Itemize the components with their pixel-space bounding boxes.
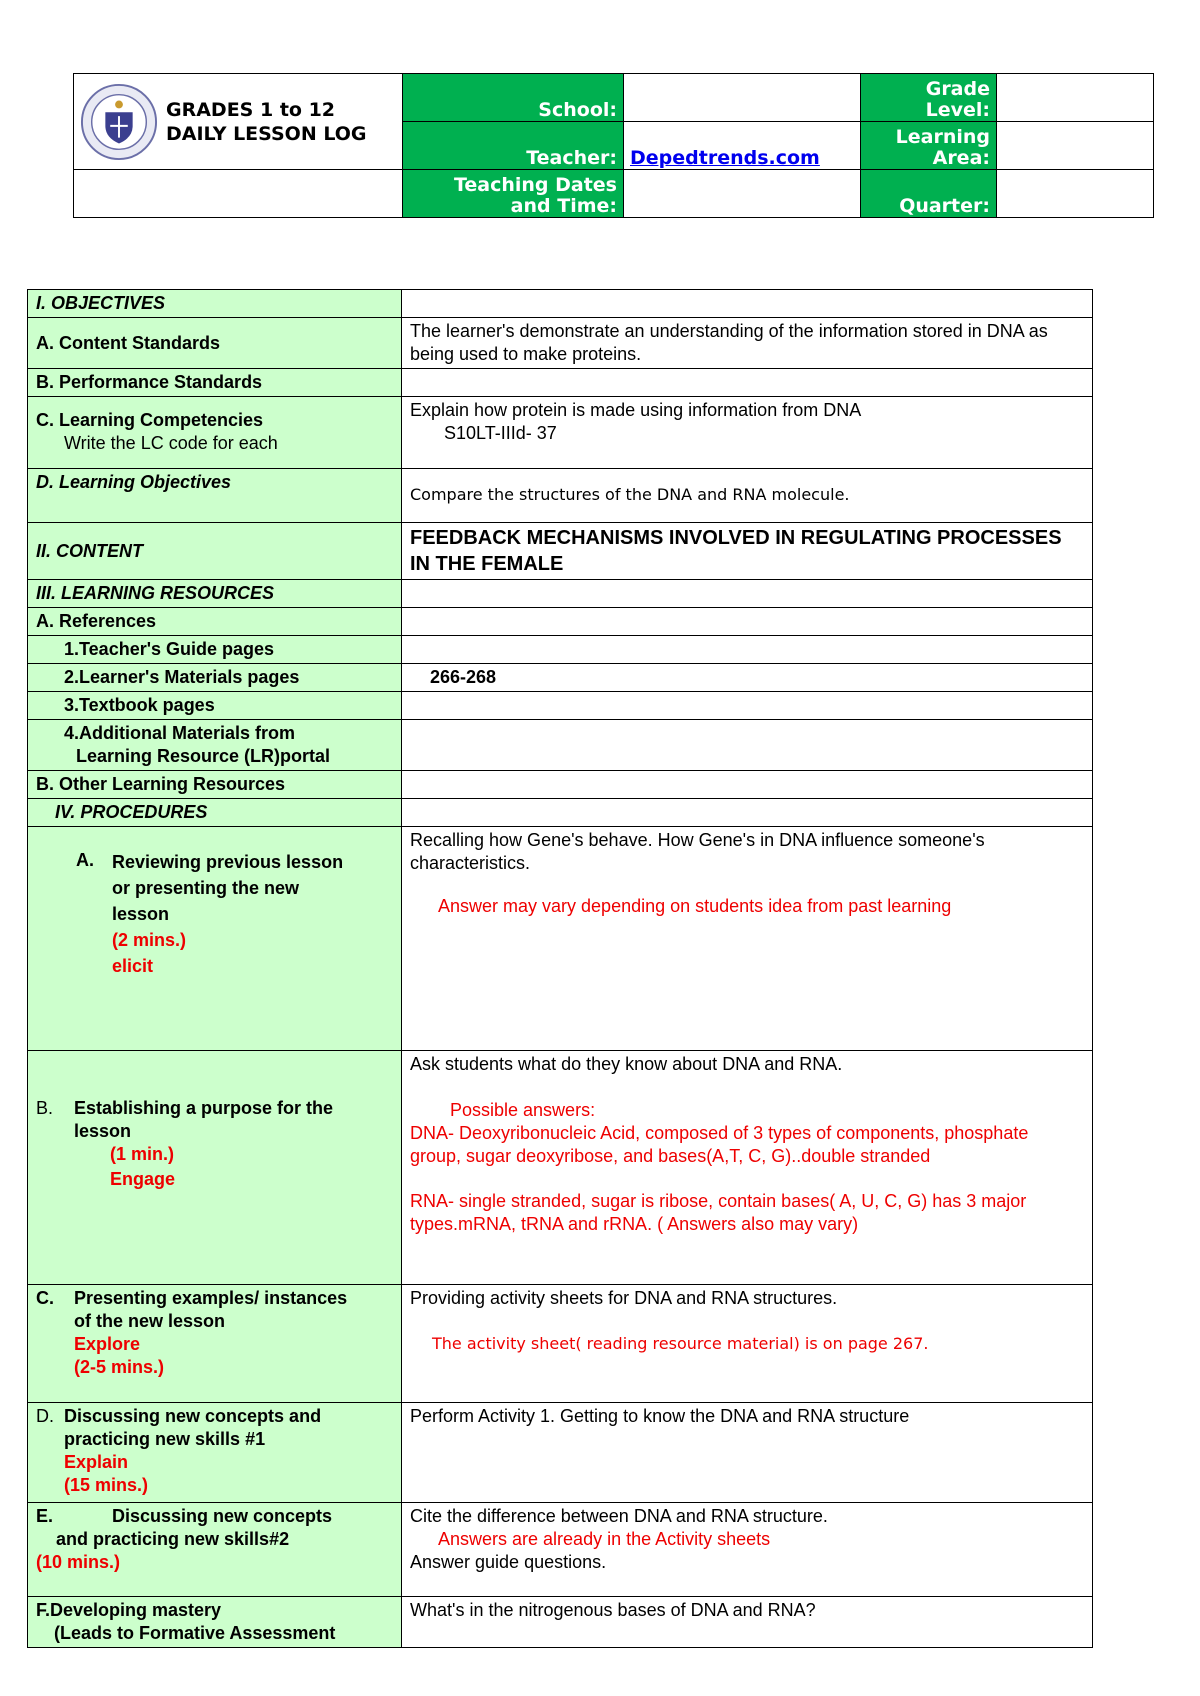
procedure-f-line1: F.Developing mastery [36, 1600, 222, 1620]
additional-materials-label [28, 720, 402, 771]
procedures-value [402, 799, 1093, 827]
procedure-c-label [28, 1285, 402, 1403]
teaching-dates-label [403, 170, 624, 218]
procedure-e-label [28, 1503, 402, 1597]
teacher-value [624, 122, 861, 170]
deped-seal-icon [80, 83, 158, 161]
procedure-a-phase: elicit [112, 956, 154, 976]
procedure-f-label [28, 1597, 402, 1648]
learners-materials-label: 2.Learner's Materials pages [28, 664, 402, 692]
procedure-b-rna-answer: RNA- single stranded, sugar is ribose, contain bases( A, U, C, G) has 3 major types.mRNA, tRNA and rRNA. ( Answers also may vary) [410, 1191, 1027, 1234]
procedure-c-note: The activity sheet( reading resource material) is on page 267. [432, 1334, 929, 1353]
grade-level-label-2: Level: [925, 99, 990, 121]
procedure-e-text: Cite the difference between DNA and RNA structure. [410, 1506, 828, 1526]
procedure-b-dna-answer: DNA- Deoxyribonucleic Acid, composed of 3 types of components, phosphate group, sugar deoxyribose, and bases(A,T, C, G)..double stranded [410, 1123, 1029, 1166]
quarter-value [997, 170, 1154, 218]
competency-code: S10LT-IIId- 37 [444, 423, 557, 443]
other-resources-value [402, 771, 1093, 799]
teaching-dates-value [624, 170, 861, 218]
procedure-d-value [402, 1403, 1093, 1503]
quarter-label: Quarter: [861, 170, 997, 218]
procedure-d-time: (15 mins.) [64, 1475, 149, 1495]
textbook-label: 3.Textbook pages [28, 692, 402, 720]
procedure-a-time: (2 mins.) [112, 930, 187, 950]
competency-text: Explain how protein is made using information from DNA [410, 400, 862, 420]
procedure-a-label [28, 827, 402, 1051]
procedure-b-value [402, 1051, 1093, 1285]
learning-competencies-value [402, 397, 1093, 469]
procedure-c-letter: C. [36, 1288, 54, 1308]
procedure-e-time: (10 mins.) [36, 1552, 121, 1572]
procedure-a-text: Recalling how Gene's behave. How Gene's in DNA influence someone's characteristics. [410, 830, 985, 873]
procedure-d-phase: Explain [64, 1452, 129, 1472]
procedure-f-value [402, 1597, 1093, 1648]
grade-level-label [861, 74, 997, 122]
learning-area-label-1: Learning [895, 126, 990, 148]
procedure-a-line2: or presenting the new [112, 878, 300, 898]
procedure-c-line2: of the new lesson [74, 1311, 226, 1331]
grade-level-label-1: Grade [925, 78, 990, 100]
other-resources-label: B. Other Learning Resources [28, 771, 402, 799]
procedure-e-value [402, 1503, 1093, 1597]
procedure-e-line1: Discussing new concepts [112, 1506, 333, 1526]
procedure-c-text: Providing activity sheets for DNA and RNA structures. [410, 1288, 838, 1308]
content-standards-value: The learner's demonstrate an understanding of the information stored in DNA as being used to make proteins. [402, 318, 1093, 369]
procedure-d-text: Perform Activity 1. Getting to know the DNA and RNA structure [410, 1406, 910, 1426]
content-standards-label: A. Content Standards [28, 318, 402, 369]
teachers-guide-label: 1.Teacher's Guide pages [28, 636, 402, 664]
objectives-heading: I. OBJECTIVES [28, 290, 402, 318]
lesson-log-table [27, 289, 1093, 1648]
additional-materials-line2: Learning Resource (LR)portal [76, 746, 331, 766]
logo-cell-bottom [74, 170, 403, 218]
objectives-value [402, 290, 1093, 318]
procedure-c-time: (2-5 mins.) [74, 1357, 165, 1377]
procedure-d-letter: D. [36, 1406, 54, 1426]
procedure-a-line1: Reviewing previous lesson [112, 852, 344, 872]
school-value [624, 74, 861, 122]
competencies-sub: Write the LC code for each [64, 433, 278, 453]
teaching-dates-label-1: Teaching Dates [453, 174, 617, 196]
procedure-d-line1: Discussing new concepts and [64, 1406, 322, 1426]
procedure-a-letter: A. [76, 850, 94, 870]
procedure-a-line3: lesson [112, 904, 170, 924]
learning-objectives-text: Compare the structures of the DNA and RNA molecule. [410, 485, 850, 504]
learners-materials-value: 266-268 [402, 664, 1093, 692]
procedure-f-text: What's in the nitrogenous bases of DNA and RNA? [410, 1600, 816, 1620]
school-label: School: [403, 74, 624, 122]
references-value [402, 608, 1093, 636]
textbook-value [402, 692, 1093, 720]
procedure-b-letter: B. [36, 1098, 54, 1118]
learning-area-label [861, 122, 997, 170]
procedure-b-time: (1 min.) [110, 1144, 175, 1164]
procedure-c-value [402, 1285, 1093, 1403]
additional-materials-value [402, 720, 1093, 771]
procedure-e-note: Answers are already in the Activity sheets [438, 1529, 771, 1549]
procedure-b-possible: Possible answers: [450, 1100, 596, 1120]
competencies-title: C. Learning Competencies [36, 410, 264, 430]
teaching-dates-label-2: and Time: [510, 195, 617, 217]
procedure-b-text: Ask students what do they know about DNA and RNA. [410, 1054, 843, 1074]
header-table [73, 73, 1154, 218]
performance-standards-value [402, 369, 1093, 397]
procedure-a-answer: Answer may vary depending on students idea from past learning [438, 896, 952, 916]
learning-objectives-value [402, 469, 1093, 523]
logo-cell [74, 74, 403, 170]
performance-standards-label: B. Performance Standards [28, 369, 402, 397]
grade-level-value [997, 74, 1154, 122]
procedure-e-line2: and practicing new skills#2 [56, 1529, 290, 1549]
teachers-guide-value [402, 636, 1093, 664]
content-value: FEEDBACK MECHANISMS INVOLVED IN REGULATING PROCESSES IN THE FEMALE [402, 523, 1093, 580]
procedure-e-letter: E. [36, 1506, 54, 1526]
procedure-c-phase: Explore [74, 1334, 141, 1354]
procedure-d-label [28, 1403, 402, 1503]
procedure-b-phase: Engage [110, 1169, 176, 1189]
additional-materials-line1: 4.Additional Materials from [64, 723, 296, 743]
learning-area-label-2: Area: [932, 147, 990, 169]
content-label: II. CONTENT [28, 523, 402, 580]
references-label: A. References [28, 608, 402, 636]
page-title-line2: DAILY LESSON LOG [166, 122, 367, 145]
teacher-link[interactable]: Depedtrends.com [630, 147, 820, 169]
procedure-e-guide: Answer guide questions. [410, 1552, 607, 1572]
learning-resources-value [402, 580, 1093, 608]
learning-resources-heading: III. LEARNING RESOURCES [28, 580, 402, 608]
procedure-a-value [402, 827, 1093, 1051]
procedure-c-line1: Presenting examples/ instances [74, 1288, 348, 1308]
procedure-b-label [28, 1051, 402, 1285]
procedure-b-line1: Establishing a purpose for the [74, 1098, 334, 1118]
learning-area-value [997, 122, 1154, 170]
procedure-f-line2: (Leads to Formative Assessment [54, 1623, 336, 1643]
procedure-d-line2: practicing new skills #1 [64, 1429, 266, 1449]
learning-objectives-label: D. Learning Objectives [28, 469, 402, 523]
learning-competencies-label [28, 397, 402, 469]
page-title-line1: GRADES 1 to 12 [166, 98, 336, 121]
procedure-b-line2: lesson [74, 1121, 132, 1141]
procedures-heading: IV. PROCEDURES [28, 799, 402, 827]
teacher-label: Teacher: [403, 122, 624, 170]
